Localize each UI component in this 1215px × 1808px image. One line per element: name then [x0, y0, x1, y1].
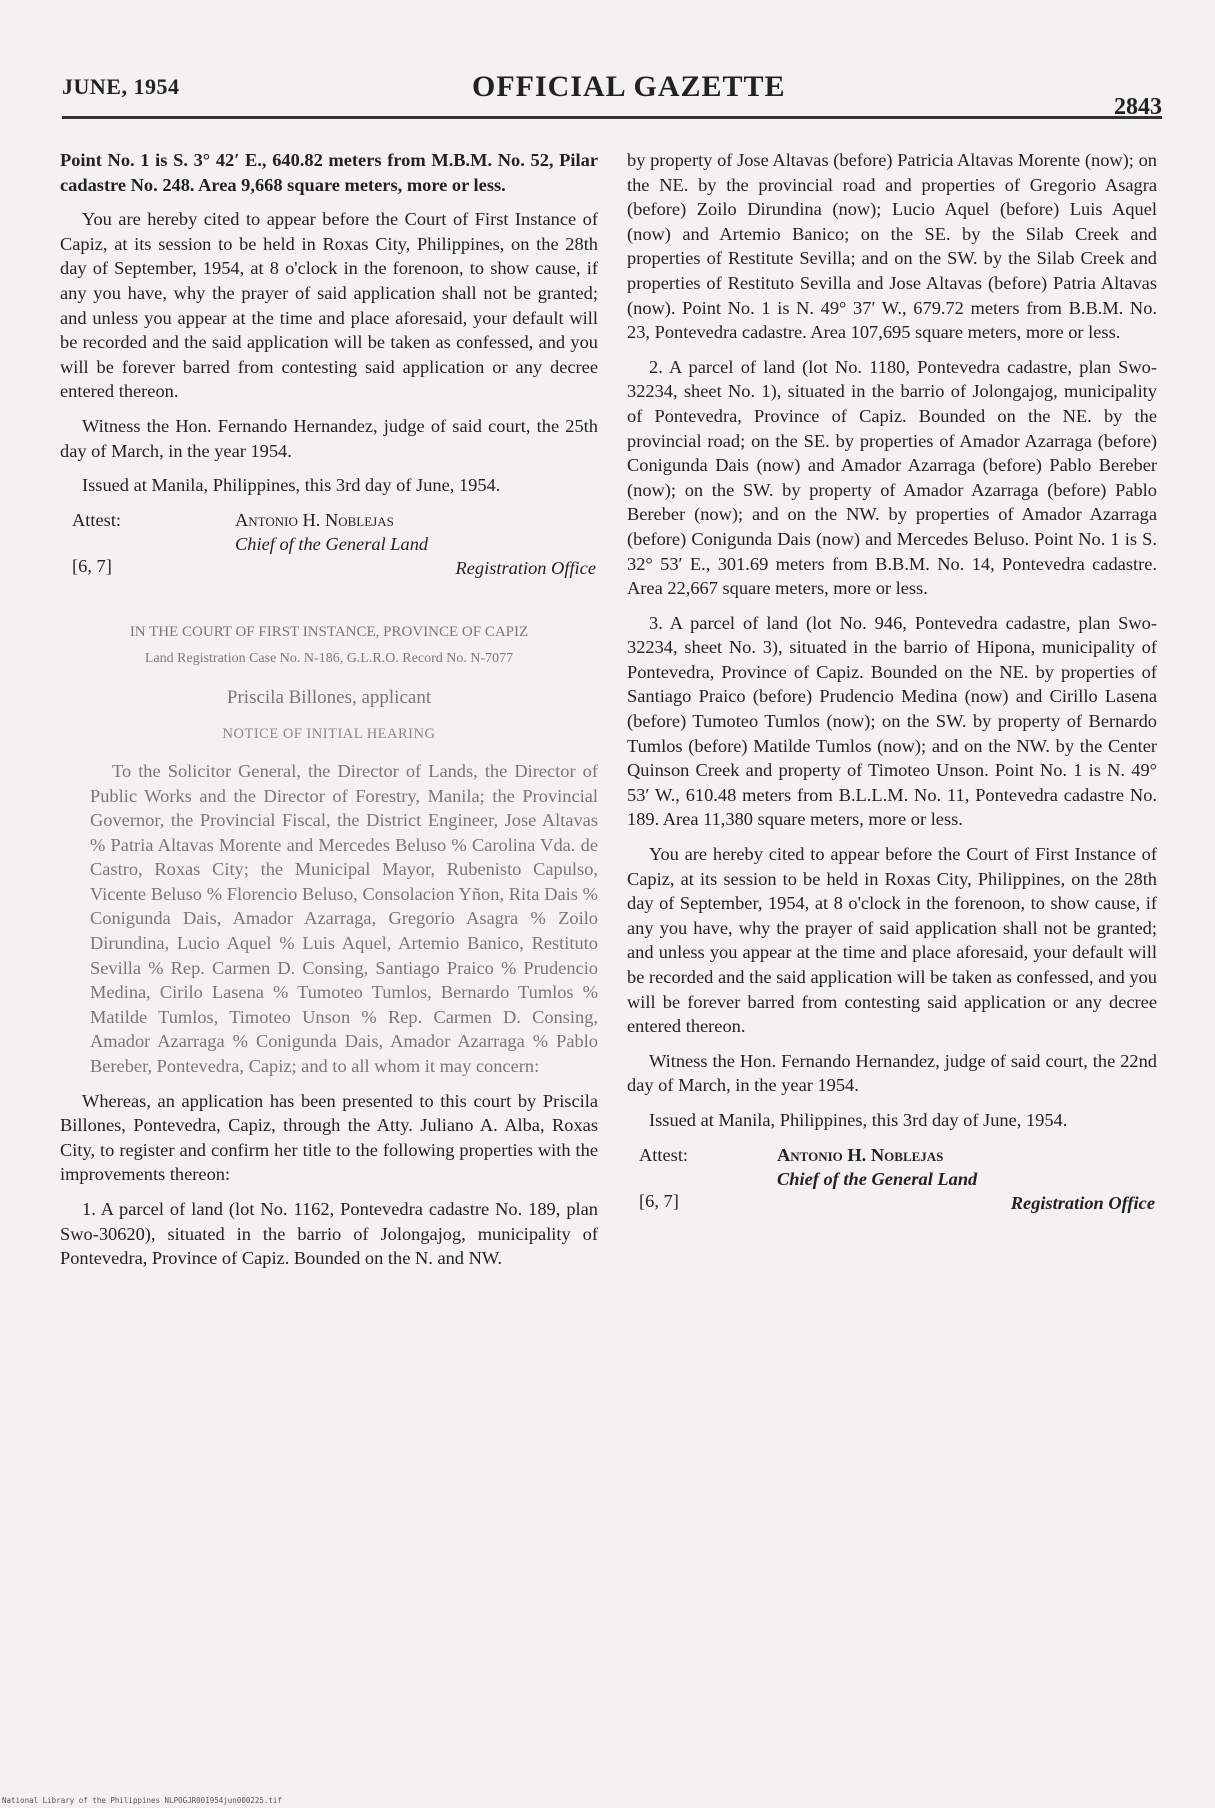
attest-label: Attest:	[72, 509, 122, 530]
notice-title: NOTICE OF INITIAL HEARING	[222, 726, 436, 743]
parcel-1-paragraph: 1. A parcel of land (lot No. 1162, Pontevedra cadastre No. 189, plan Swo-30620), situated in the barrio of Jolongajog, municipality of Pontevedra, Province of Capiz. Bounded on the N. and NW.	[60, 1199, 598, 1269]
attest-label: Attest:	[639, 1144, 689, 1165]
attest-office-line2: Registration Office	[1010, 1192, 1155, 1213]
applicant-line: Priscila Billones, applicant	[226, 686, 432, 708]
header-rule	[62, 116, 1162, 119]
parcel-2-paragraph: 2. A parcel of land (lot No. 1180, Pontevedra cadastre, plan Swo-32234, sheet No. 1), situated in the barrio of Jolongajog, municipality of Pontevedra, Province of Capiz. Bounded on the NE. by the provincial road; on the SE. by properties of Amador Azarraga (before) Conigunda Dais (now) and Amador Azarraga (before) Pablo Bereber (now); on the SW. by property of Amador Azarraga (before) Pablo Bereber (now); and on the NW. by properties of Amador Azarraga (before) Conigunda Dais (now) and Mercedes Beluso. Point No. 1 is S. 32° 53′ E., 301.69 meters from B.B.M. No. 14, Pontevedra cadastre. Area 22,667 square meters, more or less.	[627, 356, 1157, 599]
left-column	[60, 148, 598, 1281]
attest-office-line1: Chief of the General Land	[235, 533, 429, 554]
witness-paragraph: Witness the Hon. Fernando Hernandez, judge of said court, the 22nd day of March, in the year 1954.	[627, 1050, 1157, 1096]
citation-paragraph: You are hereby cited to appear before the Court of First Instance of Capiz, at its session to be held in Roxas City, Philippines, on the 28th day of September, 1954, at 8 o'clock in the forenoon, to show cause, if any you have, why the prayer of said application shall not be granted; and unless you appear at the time and place aforesaid, your default will be recorded and the said application will be taken as confessed, and you will be forever barred from contesting said application or any decree entered thereon.	[60, 209, 598, 402]
attest-office-line1: Chief of the General Land	[777, 1168, 978, 1189]
citation-paragraph: You are hereby cited to appear before the Court of First Instance of Capiz, at its session to be held in Roxas City, Philippines, on the 28th day of September, 1954, at 8 o'clock in the forenoon, to show cause, if any you have, why the prayer of said application shall not be granted; and unless you appear at the time and place aforesaid, your default will be recorded and the said application will be taken as confessed, and you will be forever barred from contesting said application or any decree entered thereon.	[627, 844, 1157, 1037]
attest-name: Antonio H. Noblejas	[235, 509, 394, 530]
issued-paragraph: Issued at Manila, Philippines, this 3rd day of June, 1954.	[649, 1109, 1068, 1130]
issued-paragraph: Issued at Manila, Philippines, this 3rd day of June, 1954.	[82, 475, 501, 496]
issue-reference: [6, 7]	[639, 1190, 679, 1211]
court-heading: IN THE COURT OF FIRST INSTANCE, PROVINCE OF CAPIZ	[129, 623, 529, 640]
witness-paragraph: Witness the Hon. Fernando Hernandez, judge of said court, the 25th day of March, in the year 1954.	[60, 415, 598, 461]
scan-footer: National Library of the Philippines NLPOGJR001954jun000225.tif	[2, 1796, 282, 1805]
application-paragraph: Whereas, an application has been presented to this court by Priscila Billones, Pontevedra, Capiz, through the Atty. Juliano A. Alba, Roxas City, to register and confirm her title to the following properties with the improvements thereon:	[60, 1090, 598, 1185]
right-column	[627, 148, 1157, 1257]
parcel-continuation: Point No. 1 is S. 3° 42′ E., 640.82 meters from M.B.M. No. 52, Pilar cadastre No. 248. Area 9,668 square meters, more or less.	[60, 150, 598, 195]
attest-block	[60, 508, 598, 604]
parcel-3-paragraph: 3. A parcel of land (lot No. 946, Pontevedra cadastre, plan Swo-32234, sheet No. 3), situated in the barrio of Hipona, municipality of Pontevedra, Province of Capiz. Bounded on the NE. by properties of Santiago Praico (before) Prudencio Medina (now) and Cirillo Lasena (before) Tumoteo Tumlos (now); on the SW. by property of Bernardo Tumlos (before) Matilde Tumlos (now); and on the NW. by the Center Quinson Creek and property of Timoteo Unson. Point No. 1 is N. 49° 53′ W., 610.48 meters from B.L.L.M. No. 11, Pontevedra cadastre No. 189. Area 11,380 square meters, more or less.	[627, 612, 1157, 830]
attest-name: Antonio H. Noblejas	[777, 1144, 944, 1165]
page-number: 2843	[1114, 94, 1162, 120]
attest-office-line2: Registration Office	[455, 557, 596, 578]
issue-date: JUNE, 1954	[62, 74, 180, 99]
page-header	[62, 70, 1162, 120]
issue-reference: [6, 7]	[72, 555, 112, 576]
parcel-1-continuation: by property of Jose Altavas (before) Patricia Altavas Morente (now); on the NE. by the provincial road and properties of Gregorio Asagra (before) Zoilo Dirundina (now); Lucio Aquel (before) Luis Aquel (now) and Artemio Banico; on the SE. by the Silab Creek and properties of Restitute Sevilla; and on the SW. by the Silab Creek and properties of Restituto Sevilla and Jose Altavas (before) Patria Altavas (now). Point No. 1 is N. 49° 37′ W., 679.72 meters from B.B.M. No. 23, Pontevedra cadastre. Area 107,695 square meters, more or less.	[627, 150, 1157, 343]
addressees-paragraph: To the Solicitor General, the Director of Lands, the Director of Public Works and the Director of Forestry, Manila; the Provincial Governor, the Provincial Fiscal, the District Engineer, Jose Altavas % Patria Altavas Morente and Mercedes Beluso % Carolina Vda. de Castro, Roxas City; the Municipal Mayor, Rubenisto Capulso, Vicente Beluso % Florencio Beluso, Consolacion Yñon, Rita Dais % Conigunda Dais, Amador Azarraga, Gregorio Asagra % Zoilo Dirundina, Lucio Aquel % Luis Aquel, Artemio Banico, Restituto Sevilla % Rep. Carmen D. Consing, Santiago Praico % Prudencio Medina, Cirilo Lasena % Tumoteo Tumlos, Bernardo Tumlos % Matilde Tumlos, Timoteo Unson % Rep. Carmen D. Consing, Amador Azarraga % Conigunda Dais, Amador Azarraga % Pablo Bereber, Pontevedra, Capiz; and to all whom it may concern:	[90, 760, 598, 1077]
publication-title: OFFICIAL GAZETTE	[472, 70, 786, 103]
case-number: Land Registration Case No. N-186, G.L.R.O. Record No. N-7077	[144, 650, 514, 666]
attest-block	[627, 1143, 1157, 1239]
